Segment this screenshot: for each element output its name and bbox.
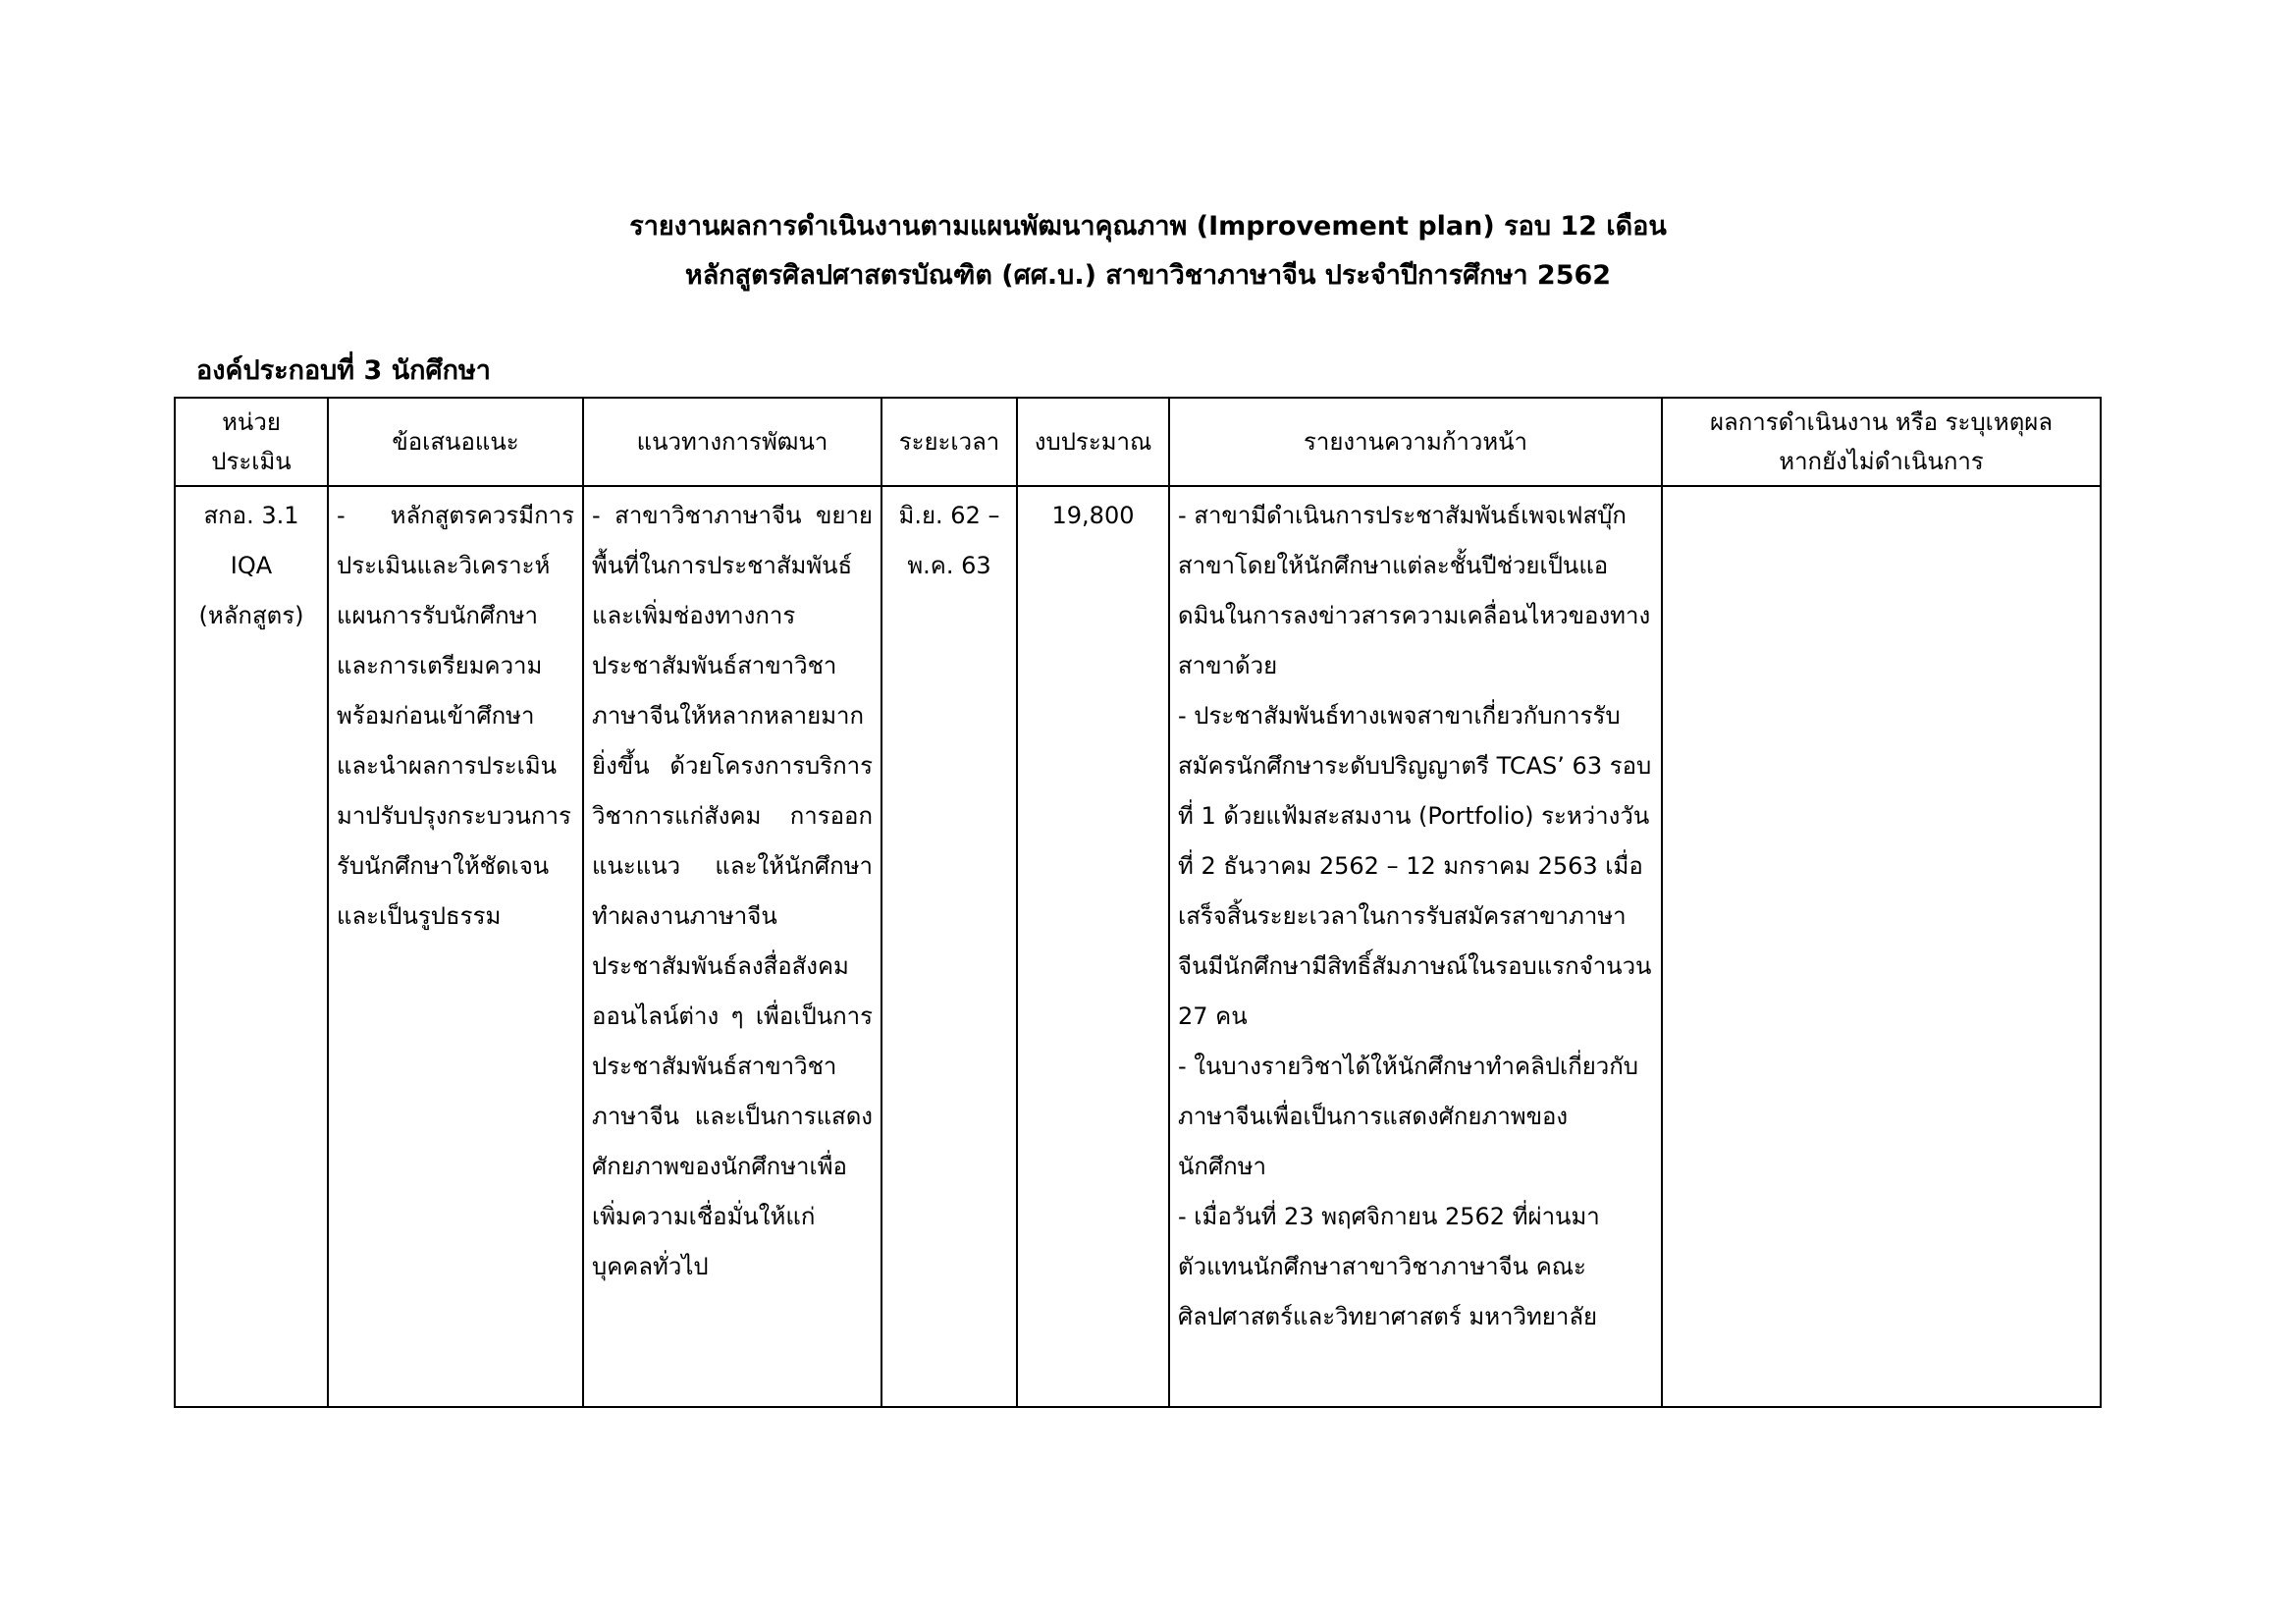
header-unit-line-2: ประเมิน [211,448,292,475]
cell-unit-line-2: IQA [230,552,273,579]
header-development: แนวทางการพัฒนา [583,398,881,486]
cell-development [583,486,881,1407]
cell-period-line-1: มิ.ย. 62 – [898,502,1000,529]
header-period: ระยะเวลา [881,398,1017,486]
cell-budget [1017,486,1169,1407]
cell-development-text: - สาขาวิชาภาษาจีน ขยายพื้นที่ในการประชาสัมพันธ์และเพิ่มช่องทางการประชาสัมพันธ์สาขาวิชาภาษาจีนให้หลากหลายมากยิ่งขึ้น ด้วยโครงการบริการวิชาการแก่สังคม การออกแนะแนว และให้นักศึกษาทำผลงานภาษาจีนประชาสัมพันธ์ลงสื่อสังคมออนไลน์ต่าง ๆ เพื่อเป็นการประชาสัมพันธ์สาขาวิชาภาษาจีน และเป็นการแสดงศักยภาพของนักศึกษาเพื่อเพิ่มความเชื่อมั่นให้แก่บุคคลทั่วไป [592,502,873,1280]
cell-unit-line-3: (หลักสูตร) [198,602,304,629]
header-progress: รายงานความก้าวหน้า [1169,398,1662,486]
cell-unit [175,486,328,1407]
cell-period [881,486,1017,1407]
report-title-line-2: หลักสูตรศิลปศาสตรบัณฑิต (ศศ.บ.) สาขาวิชาภาษาจีน ประจำปีการศึกษา 2562 [684,260,1612,291]
progress-item-2: - ประชาสัมพันธ์ทางเพจสาขาเกี่ยวกับการรับสมัครนักศึกษาระดับปริญญาตรี TCAS’ 63 รอบที่ 1 ด้วยแฟ้มสะสมงาน (Portfolio) ระหว่างวันที่ 2 ธันวาคม 2562 – 12 มกราคม 2563 เมื่อเสร็จสิ้นระยะเวลาในการรับสมัครสาขาภาษาจีนมีนักศึกษามีสิทธิ์สัมภาษณ์ในรอบแรกจำนวน 27 คน [1178,702,1652,1030]
header-budget: งบประมาณ [1017,398,1169,486]
cell-result [1662,486,2101,1407]
progress-item-1: - สาขามีดำเนินการประชาสัมพันธ์เพจเฟสบุ๊กสาขาโดยให้นักศึกษาแต่ละชั้นปีช่วยเป็นแอดมินในการลงข่าวสารความเคลื่อนไหวของทางสาขาด้วย [1178,502,1651,679]
cell-unit-line-1: สกอ. 3.1 [203,502,299,529]
header-result-line-2: หากยังไม่ดำเนินการ [1779,448,1984,475]
progress-item-4: - เมื่อวันที่ 23 พฤศจิกายน 2562 ที่ผ่านมา ตัวแทนนักศึกษาสาขาวิชาภาษาจีน คณะศิลปศาสตร์และวิทยาศาสตร์ มหาวิทยาลัย [1178,1203,1600,1330]
improvement-plan-table [174,397,2102,1408]
header-unit-line-1: หน่วย [222,408,281,436]
cell-recommendation [328,486,583,1407]
header-result [1662,398,2101,486]
section-heading: องค์ประกอบที่ 3 นักศึกษา [196,355,491,386]
table-row [175,486,2101,1407]
progress-item-3: - ในบางรายวิชาได้ให้นักศึกษาทำคลิปเกี่ยวกับภาษาจีนเพื่อเป็นการแสดงศักยภาพของนักศึกษา [1178,1053,1639,1180]
table-header-row [175,398,2101,486]
cell-progress [1169,486,1662,1407]
report-title-line-1: รายงานผลการดำเนินงานตามแผนพัฒนาคุณภาพ (Improvement plan) รอบ 12 เดือน [629,211,1667,242]
cell-recommendation-text: - หลักสูตรควรมีการประเมินและวิเคราะห์แผนการรับนักศึกษาและการเตรียมความพร้อมก่อนเข้าศึกษาและนำผลการประเมินมาปรับปรุงกระบวนการรับนักศึกษาให้ชัดเจนและเป็นรูปธรรม [337,502,574,930]
header-unit [175,398,328,486]
header-result-line-1: ผลการดำเนินงาน หรือ ระบุเหตุผล [1709,408,2054,436]
cell-result-text [1671,491,2092,1406]
cell-budget-value: 19,800 [1051,502,1135,529]
report-title [0,202,2296,300]
cell-period-line-2: พ.ค. 63 [907,552,991,579]
header-recommendation: ข้อเสนอแนะ [328,398,583,486]
